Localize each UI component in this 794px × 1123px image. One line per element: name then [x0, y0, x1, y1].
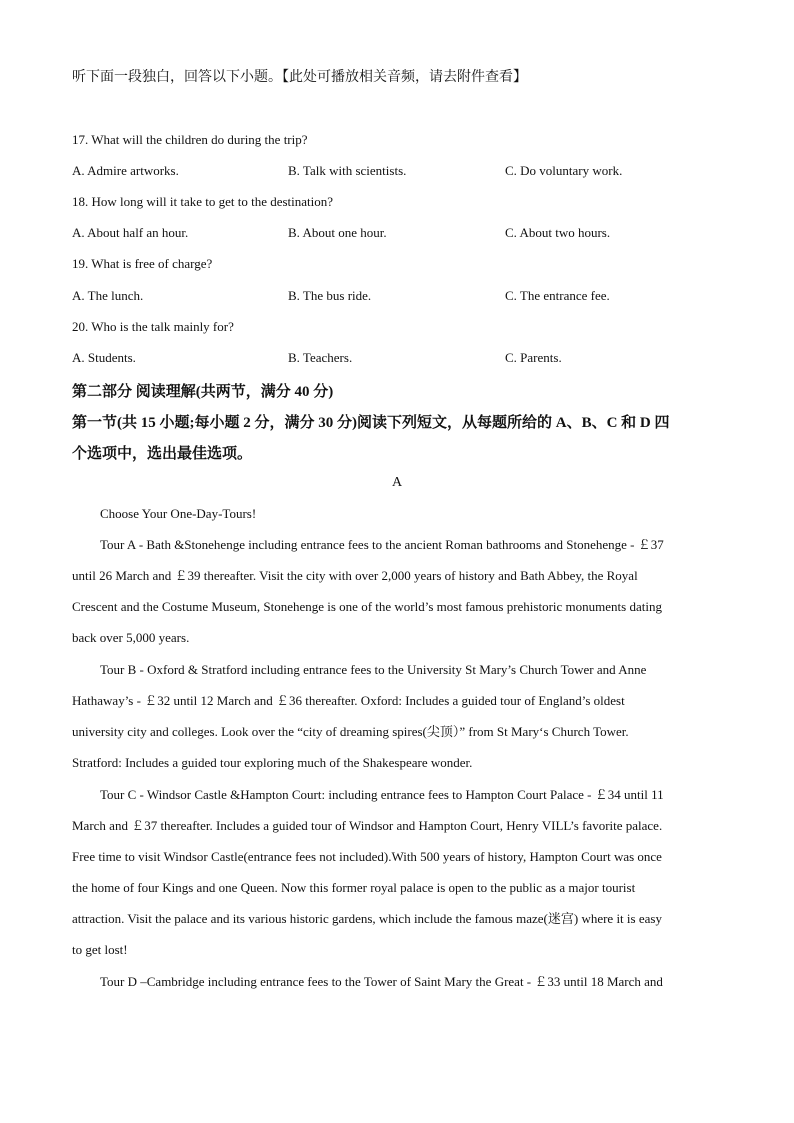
question-17-option-b: B. Talk with scientists.: [288, 163, 407, 178]
tour-c-line: to get lost!: [72, 942, 128, 957]
question-17-stem: 17. What will the children do during the trip?: [72, 132, 308, 147]
tour-c-line: Free time to visit Windsor Castle(entrance fees not included).With 500 years of history, Hampton Court was once: [72, 849, 662, 864]
tour-b-line: university city and colleges. Look over the “city of dreaming spires(尖顶）” from St Mary‘s Church Tower.: [72, 724, 629, 739]
question-17-option-a: A. Admire artworks.: [72, 163, 179, 178]
tour-b-paragraph: [72, 654, 712, 778]
tour-b-line: Stratford: Includes a guided tour exploring much of the Shakespeare wonder.: [72, 755, 473, 770]
passage-title: Choose Your One-Day-Tours!: [100, 506, 257, 521]
question-18-option-a: A. About half an hour.: [72, 225, 189, 240]
tour-d-line: Tour D –Cambridge including entrance fees to the Tower of Saint Mary the Great - ￡33 until 18 March and: [100, 974, 663, 989]
tour-a-paragraph: [72, 529, 712, 653]
question-18-stem: 18. How long will it take to get to the destination?: [72, 194, 334, 209]
tour-b-line: Hathaway’s - ￡32 until 12 March and ￡36 thereafter. Oxford: Includes a guided tour of England’s oldest: [72, 693, 625, 708]
section-instruction-line1: 第一节(共 15 小题;每小题 2 分，满分 30 分)阅读下列短文，从每题所给的 A、B、C 和 D 四: [72, 415, 670, 431]
question-20-option-a: A. Students.: [72, 350, 136, 365]
passage-label: A: [391, 475, 403, 490]
tour-a-line: Tour A - Bath &Stonehenge including entrance fees to the ancient Roman bathrooms and Stonehenge - ￡37: [100, 537, 664, 552]
question-20-option-c: C. Parents.: [505, 350, 562, 365]
tour-c-line: attraction. Visit the palace and its various historic gardens, which include the famous maze(迷宫) where it is easy: [72, 911, 662, 926]
tour-a-line: until 26 March and ￡39 thereafter. Visit the city with over 2,000 years of history and Bath Abbey, the Royal: [72, 568, 638, 583]
tour-c-line: March and ￡37 thereafter. Includes a guided tour of Windsor and Hampton Court, Henry VILL’s favorite palace.: [72, 818, 663, 833]
question-19-stem: 19. What is free of charge?: [72, 256, 213, 271]
question-18-option-b: B. About one hour.: [288, 225, 387, 240]
tour-a-line: back over 5,000 years.: [72, 630, 190, 645]
tour-c-line: the home of four Kings and one Queen. Now this former royal palace is open to the public as a major tourist: [72, 880, 636, 895]
tour-a-line: Crescent and the Costume Museum, Stonehenge is one of the world’s most famous prehistoric monuments dating: [72, 599, 662, 614]
tour-b-line: Tour B - Oxford & Stratford including entrance fees to the University St Mary’s Church Tower and Anne: [100, 662, 647, 677]
question-18-option-c: C. About two hours.: [505, 225, 611, 240]
section-instruction-line2: 个选项中，选出最佳选项。: [72, 446, 253, 462]
tour-d-paragraph: [72, 966, 712, 997]
question-19-option-a: A. The lunch.: [72, 288, 144, 303]
question-20-stem: 20. Who is the talk mainly for?: [72, 319, 234, 334]
tour-c-line: Tour C - Windsor Castle &Hampton Court: including entrance fees to Hampton Court Palace - ￡34 until 11: [100, 787, 664, 802]
question-19-option-b: B. The bus ride.: [288, 288, 372, 303]
question-17-option-c: C. Do voluntary work.: [505, 163, 623, 178]
section-title: 第二部分 阅读理解(共两节，满分 40 分): [72, 384, 334, 400]
question-20-option-b: B. Teachers.: [288, 350, 353, 365]
tour-c-paragraph: [72, 779, 712, 965]
listening-intro: 听下面一段独白，回答以下小题。【此处可播放相关音频，请去附件查看】: [72, 70, 527, 85]
question-19-option-c: C. The entrance fee.: [505, 288, 610, 303]
